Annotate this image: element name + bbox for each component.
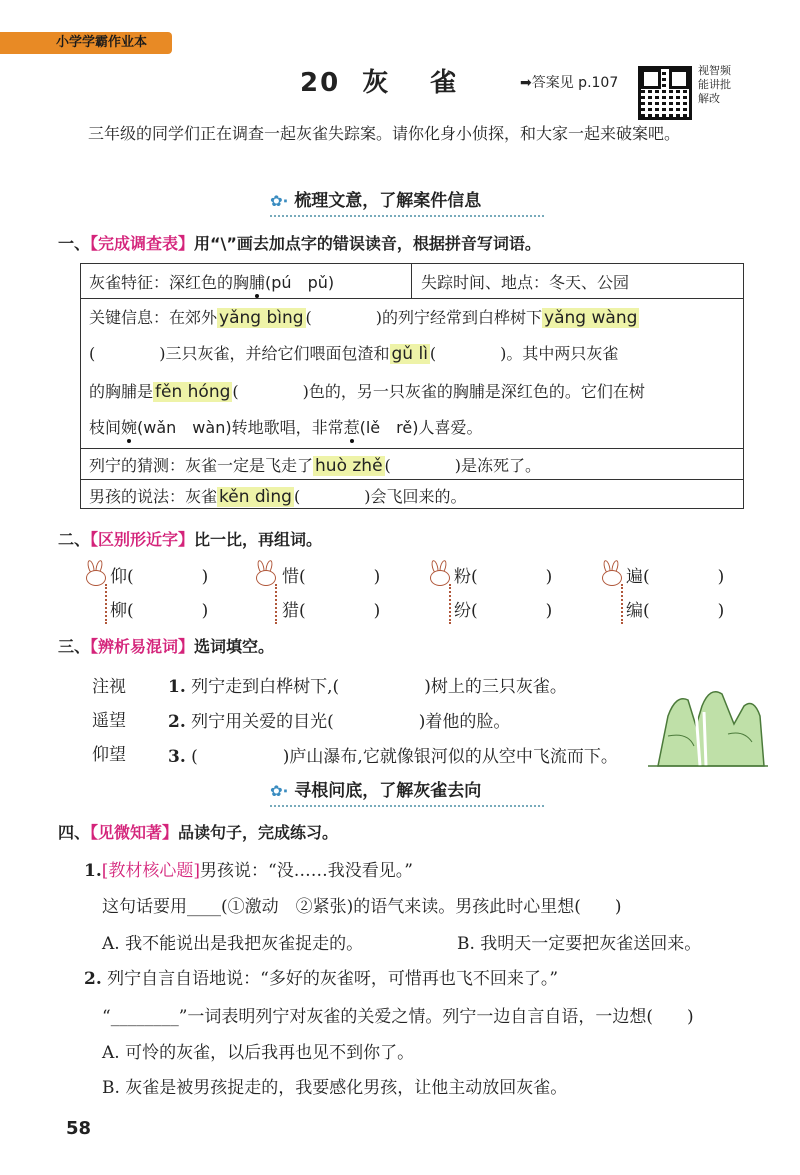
text: ( )是冻死了。 [384, 456, 542, 475]
option-a: A. 可怜的灰雀，以后我再也见不到你了。 [102, 1043, 415, 1063]
item-number: 1. [168, 677, 186, 697]
qr-code-icon[interactable] [638, 66, 692, 120]
text: ( )的列宁经常到白桦树下 [305, 308, 543, 327]
fill-item [168, 672, 567, 697]
page-number: 58 [66, 1118, 92, 1139]
key-info-line-3 [89, 379, 645, 402]
feature-cell [89, 270, 334, 293]
dotted-char: 脯 [249, 273, 266, 292]
table-row [81, 448, 743, 479]
item-number: 2. [84, 969, 102, 989]
sub-question-2-prompt: “________”一词表明列宁对灰雀的关爱之情。列宁一边自言自语，一边想( ) [102, 1007, 694, 1027]
table-row [81, 264, 743, 298]
sub-question-1-prompt: 这句话要用____(①激动 ②紧张)的语气来读。男孩此时心里想( ) [102, 897, 622, 917]
pinyin-blank: kěn dìng [219, 487, 292, 507]
text: 男孩的说法：灰雀 [89, 487, 218, 506]
item-number: 2. [168, 712, 186, 732]
sub-question-1 [84, 856, 413, 881]
text: 枝间 [89, 418, 122, 437]
cell-divider [411, 264, 412, 298]
q4-tag: 【见微知著】 [90, 823, 179, 842]
lesson-char-1: 灰 [362, 68, 391, 98]
q1-text: 用“\”画去加点字的错误读音，根据拼音写词语。 [194, 234, 541, 253]
q2-tag: 【区别形近字】 [90, 530, 195, 549]
lesson-number: 20 [300, 68, 341, 98]
section-2-heading [270, 776, 544, 807]
key-info-line-4 [89, 415, 482, 438]
char-pair-bottom: 柳( ) [110, 601, 209, 621]
section-1-heading [270, 186, 544, 217]
dotted-char: 婉 [121, 418, 138, 437]
question-2-heading [58, 527, 322, 550]
char-pair-top: 遍( ) [626, 567, 725, 587]
flower-icon: ✿∙ [270, 782, 289, 800]
qr-label: 视智频能讲批解改 [698, 64, 731, 105]
boy-statement-line [89, 484, 466, 507]
quote-text: 列宁自言自语地说：“多好的灰雀呀，可惜再也飞不回来了。” [107, 969, 559, 989]
option-b: B. 我明天一定要把灰雀送回来。 [457, 934, 702, 954]
text: 列宁的猜测：灰雀一定是飞走了 [89, 456, 314, 475]
intro-paragraph: 三年级的同学们正在调查一起灰雀失踪案。请你化身小侦探，和大家一起来破案吧。 [88, 124, 681, 143]
text: (wǎn wàn)转地歌唱，非常 [137, 418, 344, 437]
item-text: 列宁用关爱的目光( )着他的脸。 [191, 712, 511, 732]
word-option: 仰望 [92, 745, 126, 765]
feature-pinyin: (pú pǔ) [265, 273, 335, 292]
q2-prefix: 二、 [58, 530, 91, 549]
q4-text: 品读句子，完成练习。 [178, 823, 339, 842]
pinyin-blank: gǔ lì [391, 344, 428, 364]
question-3-heading [58, 634, 274, 657]
bunny-icon [84, 560, 108, 604]
dotted-char: 惹 [343, 418, 360, 437]
feature-text: 灰雀特征：深红色的胸 [89, 273, 250, 292]
pinyin-blank: huò zhě [315, 456, 383, 476]
q1-prefix: 一、 [58, 234, 91, 253]
option-a: A. 我不能说出是我把灰雀捉走的。 [102, 934, 364, 954]
lesson-char-2: 雀 [430, 68, 459, 98]
lesson-title [300, 62, 458, 99]
section-1-title: 梳理文意，了解案件信息 [294, 191, 482, 211]
answer-reference: ➡答案见 p.107 [520, 75, 619, 91]
word-option: 遥望 [92, 711, 126, 731]
fill-item [168, 707, 510, 732]
guess-line [89, 453, 541, 476]
text: ( )会飞回来的。 [293, 487, 467, 506]
text: 的胸脯是 [89, 382, 154, 401]
item-text: ( )庐山瀑布,它就像银河似的从空中飞流而下。 [191, 747, 618, 767]
investigation-table [80, 263, 744, 509]
q3-prefix: 三、 [58, 637, 91, 656]
fill-item [168, 742, 618, 767]
item-number: 3. [168, 747, 186, 767]
bunny-icon [600, 560, 624, 604]
q2-text: 比一比，再组词。 [194, 530, 323, 549]
table-row [81, 479, 743, 509]
char-pair-top: 仰( ) [110, 567, 209, 587]
item-number: 1. [84, 861, 102, 881]
time-place-cell: 失踪时间、地点：冬天、公园 [421, 273, 630, 292]
pinyin-blank: fěn hóng [155, 382, 231, 402]
quote-text: 男孩说：“没……我没看见。” [200, 861, 413, 881]
flower-icon: ✿∙ [270, 192, 289, 210]
pinyin-blank: yǎng wàng [544, 308, 638, 328]
sub-question-2 [84, 964, 558, 989]
pinyin-blank: yǎng bìng [219, 308, 304, 328]
item-text: 列宁走到白桦树下,( )树上的三只灰雀。 [191, 677, 567, 697]
waterfall-illustration [648, 676, 768, 768]
text: (lě rě)人喜爱。 [359, 418, 483, 437]
q4-prefix: 四、 [58, 823, 91, 842]
text: 关键信息：在郊外 [89, 308, 218, 327]
char-pair-bottom: 纷( ) [454, 601, 553, 621]
book-series-tag: 小学学霸作业本 [0, 32, 172, 54]
q3-tag: 【辨析易混词】 [90, 637, 195, 656]
char-pair-bottom: 编( ) [626, 601, 725, 621]
q1-tag: 【完成调查表】 [90, 234, 195, 253]
word-option: 注视 [92, 677, 126, 697]
char-pair-top: 粉( ) [454, 567, 553, 587]
question-4-heading [58, 820, 338, 843]
text: ( )三只灰雀，并给它们喂面包渣和 [89, 344, 390, 363]
key-info-line-1 [89, 305, 639, 328]
q3-text: 选词填空。 [194, 637, 275, 656]
bunny-icon [428, 560, 452, 604]
text: ( )。其中两只灰雀 [429, 344, 619, 363]
section-2-title: 寻根问底，了解灰雀去向 [294, 781, 482, 801]
bunny-icon [254, 560, 278, 604]
text: ( )色的，另一只灰雀的胸脯是深红色的。它们在树 [232, 382, 645, 401]
key-info-line-2 [89, 341, 618, 364]
core-tag: [教材核心题] [101, 861, 201, 881]
char-pair-top: 惜( ) [282, 567, 381, 587]
char-pair-bottom: 猎( ) [282, 601, 381, 621]
question-1-heading [58, 231, 541, 254]
option-b: B. 灰雀是被男孩捉走的，我要感化男孩，让他主动放回灰雀。 [102, 1078, 568, 1098]
table-row [81, 298, 743, 448]
